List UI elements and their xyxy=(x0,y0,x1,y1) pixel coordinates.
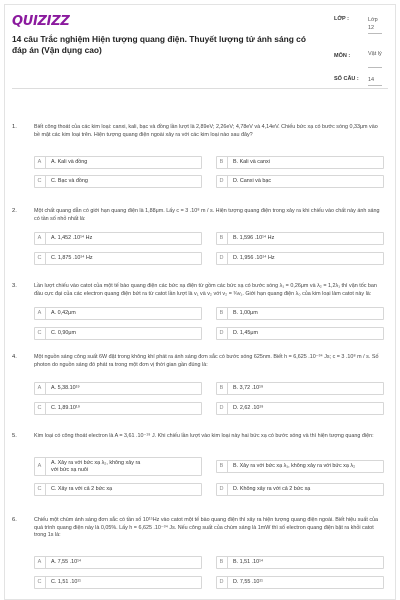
option-d[interactable] xyxy=(216,252,384,265)
option-letter: D xyxy=(216,252,228,265)
option-text: C. Xảy ra với cả 2 bức xạ xyxy=(51,486,113,492)
option-text: D. Không xảy ra với cả 2 bức xạ xyxy=(233,486,311,492)
option-c[interactable] xyxy=(34,175,202,188)
question-text: Kim loại có công thoát electron là A = 3,61 .10⁻¹⁹ J. Khi chiếu lần lượt vào kim loại này hai bức xạ có bước sóng và thì hiện tượng quang điện: xyxy=(34,433,374,439)
option-letter: C xyxy=(34,576,46,589)
option-letter: C xyxy=(34,327,46,340)
option-text: B. 1,51 .10¹⁴ xyxy=(233,559,264,565)
option-letter: B xyxy=(216,460,228,473)
page-frame xyxy=(4,4,396,600)
option-letter: B xyxy=(216,156,228,169)
option-b[interactable] xyxy=(216,460,384,473)
question-number: 2. xyxy=(12,208,17,214)
mon-underline xyxy=(368,67,382,68)
question-text: Lần lượt chiếu vào catot của một tế bào quang điện các bức xạ điện từ gồm các bức xạ có bước sóng λ₁ = 0,26μm và λ₂ = 1,2λ₁ thì vận tốc ban đầu cực đại của các electron quang điện bứt ra từ catot lần lượt là v₁ và v₂ với v₂ = ¾v₁. Giới hạn quang điện λ₀ của kim loại làm catot này là: xyxy=(34,283,377,297)
option-c[interactable] xyxy=(34,483,202,496)
option-b[interactable] xyxy=(216,156,384,169)
socau-label: SỐ CÂU : xyxy=(334,76,359,82)
option-letter: C xyxy=(34,175,46,188)
question-number: 1. xyxy=(12,124,17,130)
lop-value: Lớp 12 xyxy=(368,17,378,31)
option-a[interactable] xyxy=(34,156,202,169)
lop-label: LỚP : xyxy=(334,16,349,22)
option-letter: A xyxy=(34,156,46,169)
option-text: A. Xảy ra với bức xạ λ₂, không xảy ra với bức xạ nuôi xyxy=(51,460,141,473)
document-header xyxy=(12,12,388,82)
option-c[interactable] xyxy=(34,402,202,415)
option-text: A. Kali và đồng xyxy=(51,159,88,165)
option-d[interactable] xyxy=(216,483,384,496)
quizizz-logo: QUIZIZZ xyxy=(12,14,70,29)
option-text: C. Bạc và đồng xyxy=(51,178,88,184)
option-text: D. Canxi và bạc xyxy=(233,178,272,184)
option-text: A. 1,452 .10¹⁴ Hz xyxy=(51,235,93,241)
question-text: Một nguồn sáng công suất 6W đặt trong không khí phát ra ánh sáng đơn sắc có bước sóng 625nm. Biết h = 6,625 .10⁻³⁴ Js; c = 3 .10⁸ m / s. Số photon do nguồn sáng đó phát ra trong một đơn vị thời gian gần đúng là: xyxy=(34,354,379,368)
option-letter: B xyxy=(216,307,228,320)
option-text: C. 1,89.10¹⁹ xyxy=(51,405,80,411)
question-text: Biết công thoát của các kim loại: canxi, kali, bạc và đồng lần lượt là 2,89eV; 2,26eV; 4,78eV và 4,14eV. Chiếu bức xạ có bước sóng 0,33μm vào bề mặt các kim loại trên. Hiện tượng quang điện ngoài xảy ra với các kim loại nào sau đây? xyxy=(34,124,378,138)
meta-socau xyxy=(334,76,392,86)
option-letter: D xyxy=(216,576,228,589)
option-text: B. 1,596 .10¹⁴ Hz xyxy=(233,235,275,241)
header-divider xyxy=(12,88,388,89)
option-c[interactable] xyxy=(34,576,202,589)
option-b[interactable] xyxy=(216,556,384,569)
option-letter: C xyxy=(34,402,46,415)
option-letter: D xyxy=(216,175,228,188)
option-letter: B xyxy=(216,232,228,245)
option-d[interactable] xyxy=(216,576,384,589)
mon-label: MÔN : xyxy=(334,53,351,59)
option-b[interactable] xyxy=(216,382,384,395)
option-text: A. 5,38.10¹⁹ xyxy=(51,385,80,391)
option-c[interactable] xyxy=(34,252,202,265)
socau-underline xyxy=(368,85,382,86)
question-number: 5. xyxy=(12,433,17,439)
mon-value: Vật lý xyxy=(368,51,382,57)
option-text: C. 0,90μm xyxy=(51,330,76,336)
option-text: B. 1,00μm xyxy=(233,310,258,316)
option-text: B. Kali và canxi xyxy=(233,159,270,165)
option-letter: B xyxy=(216,556,228,569)
option-text: C. 1,875 .10¹⁴ Hz xyxy=(51,255,93,261)
option-letter: D xyxy=(216,402,228,415)
option-text: D. 7,55 .10¹¹ xyxy=(233,579,263,585)
meta-mon xyxy=(334,50,392,70)
option-letter: A xyxy=(34,457,46,476)
option-text: B. Xảy ra với bức xạ λ₁, không xảy ra với bức xạ λ₂ xyxy=(233,463,356,469)
question-text: Một chất quang dẫn có giới hạn quang điện là 1,88μm. Lấy c = 3 .10⁸ m / s. Hiện tượng quang điện trong xảy ra khi chiếu vào chất này ánh sáng có tần số nhỏ nhất là: xyxy=(34,208,380,222)
option-text: B. 3,72 .10¹⁹ xyxy=(233,385,264,391)
option-letter: A xyxy=(34,382,46,395)
option-b[interactable] xyxy=(216,307,384,320)
option-letter: C xyxy=(34,483,46,496)
option-letter: A xyxy=(34,307,46,320)
option-text: D. 1,956 .10¹⁴ Hz xyxy=(233,255,275,261)
option-letter: A xyxy=(34,232,46,245)
option-a[interactable] xyxy=(34,232,202,245)
meta-lop xyxy=(334,16,392,36)
option-letter: A xyxy=(34,556,46,569)
question-number: 6. xyxy=(12,517,17,523)
option-d[interactable] xyxy=(216,402,384,415)
option-letter: D xyxy=(216,483,228,496)
option-a[interactable] xyxy=(34,457,202,476)
option-text: D. 1,45μm xyxy=(233,330,258,336)
question-number: 3. xyxy=(12,283,17,289)
question-text: Chiếu một chùm ánh sáng đơn sắc có tần số 10¹⁵Hz vào catot một tế bào quang điện thì xảy ra hiện tượng quang điện ngoài. Biết hiệu suất của quá trình quang điện này là 0,05%. Lấy h = 6,625 .10⁻³⁴ Js. Nếu công suất của chùm sáng là 1mW thì số electron quang điện bật ra khỏi catot trong 1s là: xyxy=(34,517,379,539)
option-c[interactable] xyxy=(34,327,202,340)
socau-value: 14 xyxy=(368,77,375,83)
page-title: 14 câu Trắc nghiệm Hiện tượng quang điện. Thuyết lượng tử ánh sáng có đáp án (Vận dụng cao) xyxy=(12,34,306,55)
option-letter: B xyxy=(216,382,228,395)
option-d[interactable] xyxy=(216,175,384,188)
option-text: D. 2,62 .10¹⁹ xyxy=(233,405,264,411)
question-number: 4. xyxy=(12,354,17,360)
option-text: C. 1,51 .10¹¹ xyxy=(51,579,81,585)
option-a[interactable] xyxy=(34,556,202,569)
option-a[interactable] xyxy=(34,382,202,395)
option-text: A. 7,55 .10¹⁴ xyxy=(51,559,82,565)
option-letter: C xyxy=(34,252,46,265)
option-letter: D xyxy=(216,327,228,340)
option-a[interactable] xyxy=(34,307,202,320)
option-d[interactable] xyxy=(216,327,384,340)
option-text: A. 0,42μm xyxy=(51,310,76,316)
lop-underline xyxy=(368,33,382,34)
option-b[interactable] xyxy=(216,232,384,245)
